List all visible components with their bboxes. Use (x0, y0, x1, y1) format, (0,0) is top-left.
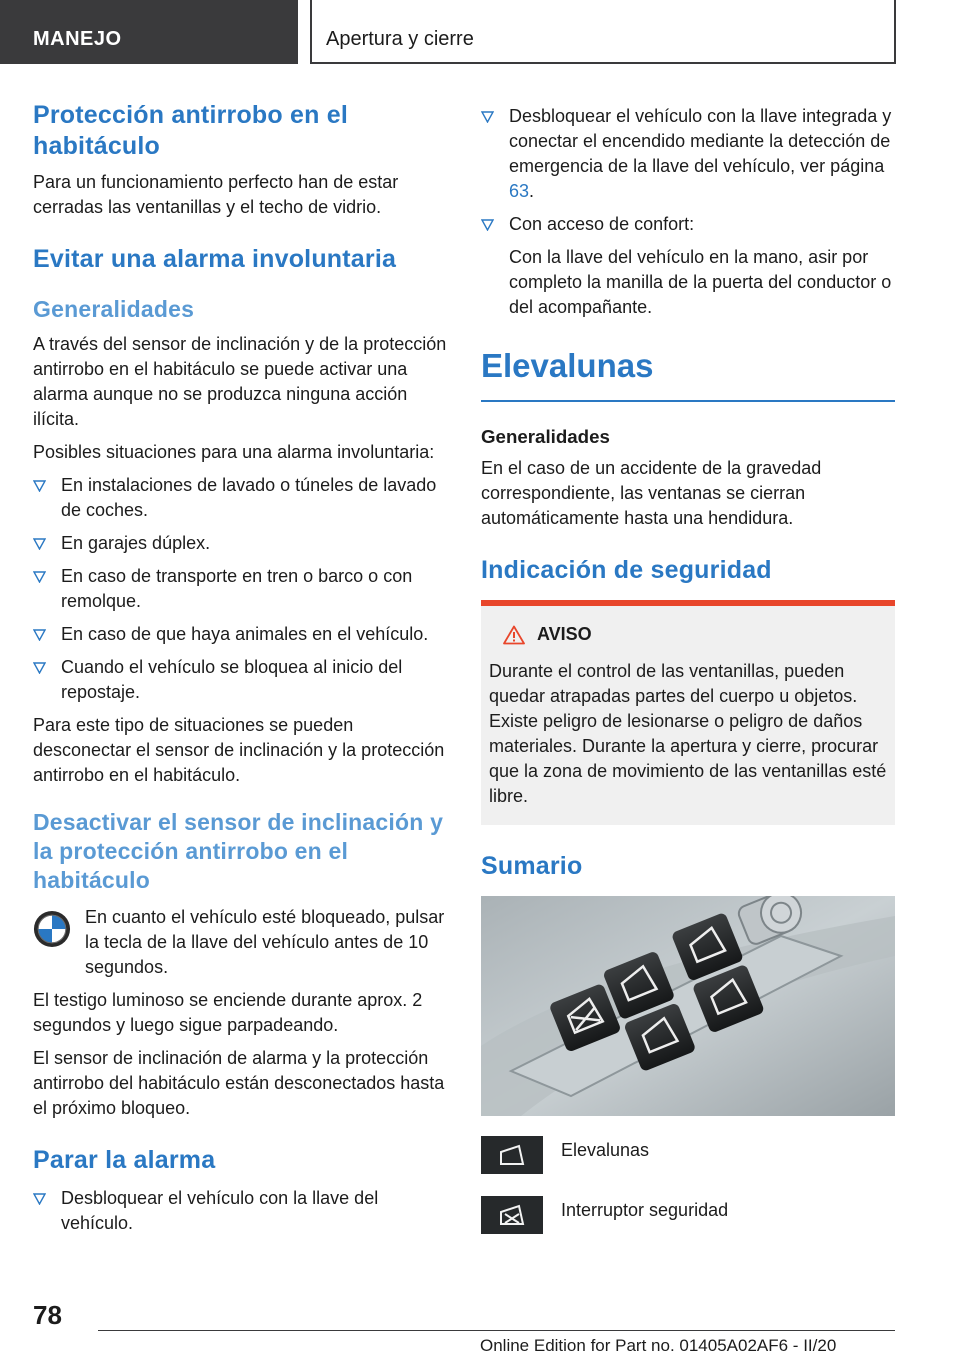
triangle-bullet-icon (33, 629, 46, 641)
window-switch-panel-photo (481, 896, 895, 1116)
warning-box (481, 600, 895, 825)
legend-row-elevalunas (481, 1136, 895, 1180)
footer-edition: Online Edition for Part no. 01405A02AF6 - II/20 (480, 1336, 837, 1355)
heading-elevalunas: Elevalunas (481, 347, 654, 384)
heading-indicacion-seguridad: Indicación de seguridad (481, 556, 772, 584)
section-title: MANEJO (33, 28, 122, 50)
situations-list (33, 473, 449, 705)
chapter-tab (310, 0, 896, 64)
right-column (481, 100, 895, 1240)
warning-text: Durante el control de las ventanillas, pueden quedar atrapadas partes del cuerpo u objetos. Existe peligro de lesionarse o peligro de daños materiales. Durante la apertura y cierre, procurar que la zona de movimiento de las ventanillas esté libre. (489, 661, 887, 806)
paragraph: El testigo luminoso se enciende durante aprox. 2 segundos y luego sigue parpadeando. (33, 990, 423, 1035)
legend-row-seguridad (481, 1196, 895, 1240)
heading-evitar-alarma: Evitar una alarma involuntaria (33, 245, 397, 273)
page-link[interactable]: 63 (509, 181, 530, 201)
paragraph: Para este tipo de situaciones se pueden desconectar el sensor de inclinación y la protección antirrobo en el habitáculo. (33, 715, 445, 785)
legend-label: Elevalunas (561, 1140, 650, 1160)
list-item-detail: Con la llave del vehículo en la mano, asir por completo la manilla de la puerta del conductor o del acompañante. (509, 247, 892, 317)
paragraph: Posibles situaciones para una alarma involuntaria: (33, 442, 435, 462)
list-item: En garajes dúplex. (33, 531, 449, 556)
heading-generalidades: Generalidades (33, 296, 195, 322)
triangle-bullet-icon (33, 662, 46, 674)
triangle-bullet-icon (481, 219, 494, 231)
heading-rule (481, 400, 895, 402)
warning-title: AVISO (489, 624, 887, 645)
paragraph: En cuanto el vehículo esté bloqueado, pulsar la tecla de la llave del vehículo antes de 10 segundos. (85, 907, 445, 977)
paragraph: El sensor de inclinación de alarma y la protección antirrobo del habitáculo están desconectados hasta el próximo bloqueo. (33, 1048, 445, 1118)
paragraph: A través del sensor de inclinación y de la protección antirrobo en el habitáculo se puede activar una alarma aunque no se produzca ninguna acción ilícita. (33, 334, 447, 429)
heading-generalidades: Generalidades (481, 426, 610, 447)
triangle-bullet-icon (481, 111, 494, 123)
triangle-bullet-icon (33, 1193, 46, 1205)
bmw-key-button-icon (33, 910, 71, 948)
warning-triangle-icon (503, 625, 525, 645)
chapter-title: Apertura y cierre (326, 28, 474, 50)
list-item: En caso de transporte en tren o barco o con remolque. (33, 564, 449, 614)
triangle-bullet-icon (33, 480, 46, 492)
list-item: Con acceso de confort: Con la llave del vehículo en la mano, asir por completo la manilla de la puerta del conductor o del acompañante. (481, 212, 895, 320)
page-number: 78 (33, 1300, 62, 1330)
heading-desactivar-sensor: Desactivar el sensor de inclinación y la protección antirrobo en el habitáculo (33, 809, 444, 893)
paragraph: Para un funcionamiento perfecto han de estar cerradas las ventanillas y el techo de vidrio. (33, 172, 399, 217)
triangle-bullet-icon (33, 538, 46, 550)
left-column (33, 100, 449, 1236)
legend-label: Interruptor seguridad (561, 1200, 729, 1220)
footer-rule (98, 1330, 895, 1331)
heading-proteccion: Protección antirrobo en el habitáculo (33, 101, 348, 160)
heading-parar-alarma: Parar la alarma (33, 1146, 216, 1174)
list-item: Desbloquear el vehículo con la llave integrada y conectar el encendido mediante la detección de emergencia de la llave del vehículo, ver página 63. (481, 104, 895, 204)
heading-sumario: Sumario (481, 852, 583, 880)
triangle-bullet-icon (33, 571, 46, 583)
list-item: En instalaciones de lavado o túneles de lavado de coches. (33, 473, 449, 523)
section-tab (0, 0, 298, 64)
paragraph: En el caso de un accidente de la gravedad correspondiente, las ventanas se cierran automáticamente hasta una hendidura. (481, 458, 822, 528)
list-item: Cuando el vehículo se bloquea al inicio del repostaje. (33, 655, 449, 705)
window-lifter-icon (481, 1136, 543, 1174)
safety-switch-icon (481, 1196, 543, 1234)
key-instruction (33, 905, 449, 980)
list-item: Desbloquear el vehículo con la llave del vehículo. (33, 1186, 449, 1236)
list-item: En caso de que haya animales en el vehículo. (33, 622, 449, 647)
